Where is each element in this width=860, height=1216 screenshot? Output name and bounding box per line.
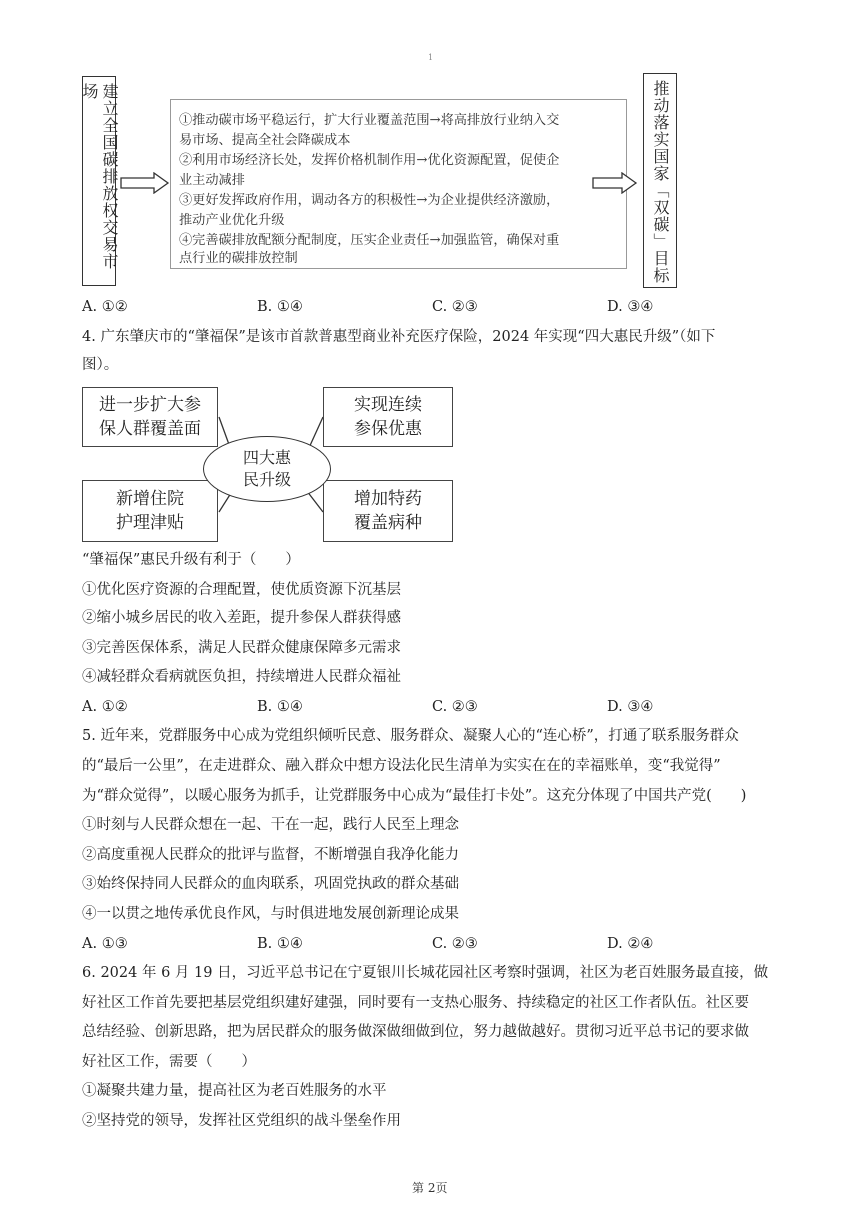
- q5-stem: 5. 近年来，党群服务中心成为党组织倾听民意、服务群众、凝聚人心的“连心桥”，打通了联系服务群众: [82, 728, 739, 744]
- q4-option-d: D. ③④: [607, 699, 654, 715]
- measure-line: ②利用市场经济长处，发挥价格机制作用→优化资源配置，促使企: [179, 153, 560, 168]
- box-line: 进一步扩大参: [99, 395, 201, 415]
- q5-stem: 的“最后一公里”，在走进群众、融入群众中想方设法化民生清单为实实在在的幸福账单，变“我觉得”: [82, 758, 721, 774]
- q4-item: ④减轻群众看病就医负担，持续增进人民群众福祉: [82, 669, 401, 685]
- q4-option-c: C. ②③: [432, 699, 478, 715]
- q3-option-c: C. ②③: [432, 299, 478, 315]
- q6-item: ①凝聚共建力量，提高社区为老百姓服务的水平: [82, 1083, 387, 1099]
- q5-stem: 为“群众觉得”，以暖心服务为抓手，让党群服务中心成为“最佳打卡处”。这充分体现了中国共产党( ): [82, 788, 747, 804]
- right-arrow-icon: [120, 172, 170, 194]
- box-line: 增加特药: [354, 489, 422, 509]
- q4-item: ①优化医疗资源的合理配置，使优质资源下沉基层: [82, 582, 401, 598]
- header-mark: 1: [428, 53, 434, 62]
- upgrade-box-top-left: [82, 387, 218, 447]
- center-ellipse: [203, 436, 331, 502]
- measure-line: 推动产业优化升级: [179, 213, 285, 228]
- q6-item: ②坚持党的领导，发挥社区党组织的战斗堡垒作用: [82, 1113, 401, 1129]
- box-line: 实现连续: [354, 395, 422, 415]
- q5-option-d: D. ②④: [607, 936, 654, 952]
- q3-option-a: A. ①②: [82, 299, 128, 315]
- q6-stem: 好社区工作，需要（ ）: [82, 1054, 256, 1070]
- measure-line: 易市场、提高全社会降碳成本: [179, 133, 351, 148]
- q4-option-b: B. ①④: [257, 699, 303, 715]
- right-box: [643, 73, 677, 288]
- q5-option-a: A. ①③: [82, 936, 128, 952]
- measure-line: ①推动碳市场平稳运行，扩大行业覆盖范围→将高排放行业纳入交: [179, 113, 560, 128]
- measures-box: [170, 99, 627, 269]
- box-line: 覆盖病种: [354, 513, 422, 533]
- left-box-text: 建立全国碳排放权交易市场: [80, 83, 119, 270]
- q4-item: ②缩小城乡居民的收入差距，提升参保人群获得感: [82, 610, 401, 626]
- q4-stem: 4. 广东肇庆市的“肇福保”是该市首款普惠型商业补充医疗保险，2024 年实现“四大惠民升级”（如下: [82, 329, 716, 345]
- measure-line: 点行业的碳排放控制: [179, 251, 298, 266]
- q6-stem: 6. 2024 年 6 月 19 日，习近平总书记在宁夏银川长城花园社区考察时强调，社区为老百姓服务最直接，做: [82, 965, 769, 981]
- box-line: 护理津贴: [116, 513, 184, 533]
- right-arrow-icon: [592, 172, 638, 194]
- q6-stem: 总结经验、创新思路，把为居民群众的服务做深做细做到位，努力越做越好。贯彻习近平总书记的要求做: [82, 1024, 749, 1040]
- page-number: 第 2页: [412, 1181, 448, 1195]
- ellipse-line: 民升级: [242, 470, 291, 489]
- box-line: 参保优惠: [354, 419, 422, 439]
- q5-option-c: C. ②③: [432, 936, 478, 952]
- q4-option-a: A. ①②: [82, 699, 128, 715]
- q5-item: ①时刻与人民群众想在一起、干在一起，践行人民至上理念: [82, 817, 459, 833]
- q4-item: ③完善医保体系，满足人民群众健康保障多元需求: [82, 640, 401, 656]
- measure-line: ④完善碳排放配额分配制度，压实企业责任→加强监管，确保对重: [179, 233, 560, 248]
- box-line: 保人群覆盖面: [99, 419, 201, 439]
- ellipse-line: 四大惠: [242, 448, 291, 467]
- measure-line: 业主动减排: [179, 173, 245, 188]
- upgrade-box-top-right: [323, 387, 453, 447]
- q5-item: ②高度重视人民群众的批评与监督，不断增强自我净化能力: [82, 847, 459, 863]
- q4-stem: 图）。: [82, 357, 119, 373]
- upgrade-box-bottom-left: [82, 480, 218, 542]
- left-box: [80, 76, 119, 286]
- q5-option-b: B. ①④: [257, 936, 303, 952]
- measure-line: ③更好发挥政府作用，调动各方的积极性→为企业提供经济激励，: [179, 193, 560, 208]
- box-line: 新增住院: [116, 489, 184, 509]
- right-box-text: 推动落实国家「双碳」目标: [651, 80, 670, 284]
- q6-stem: 好社区工作首先要把基层党组织建好建强，同时要有一支热心服务、持续稳定的社区工作者队伍。社区要: [82, 995, 749, 1011]
- q4-question: “肇福保”惠民升级有利于（ ）: [82, 552, 300, 568]
- q5-item: ③始终保持同人民群众的血肉联系，巩固党执政的群众基础: [82, 876, 459, 892]
- q5-item: ④一以贯之地传承优良作风，与时俱进地发展创新理论成果: [82, 906, 459, 922]
- q3-option-b: B. ①④: [257, 299, 303, 315]
- q3-option-d: D. ③④: [607, 299, 654, 315]
- upgrade-box-bottom-right: [323, 480, 453, 542]
